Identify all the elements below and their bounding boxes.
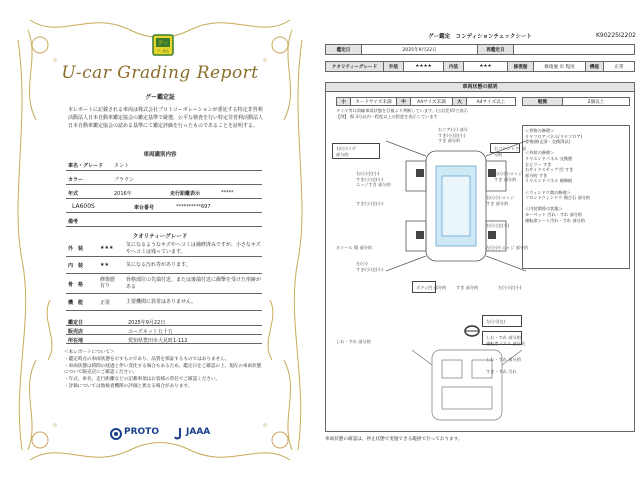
grade-description: 気になるようなキズやヘコミは補修済みですが、小さなキズやヘコミは残っています。: [126, 242, 261, 255]
scale-value: カードサイズ未満: [351, 98, 397, 105]
vehicle-color-row: [66, 171, 262, 185]
exterior-value: ★★★★: [404, 62, 444, 71]
grade-label: 外 装: [68, 246, 84, 252]
scale-key: 大: [453, 98, 467, 105]
footer-logos: [110, 426, 230, 442]
grade-stars: ★★: [100, 262, 109, 268]
note-line: ・鑑定時点の車両状態を示すものであり、品質を保証するものではありません。: [64, 356, 230, 362]
diagram-title: 車両状態の説明: [326, 83, 634, 92]
damage-label: 左(小)小エッジ 部分的: [486, 245, 529, 250]
scale-row: [336, 97, 516, 106]
date-label: 鑑定日: [326, 45, 362, 54]
function-label: 機能: [586, 62, 604, 71]
scale-extra-value: 2個以上: [587, 99, 605, 105]
condition-check-sheet: [320, 0, 640, 480]
repair-note-line: フロントウィンドウ 飛び石 部分的: [525, 195, 591, 201]
grade-row-function: [66, 294, 262, 311]
info-label: 販売店: [68, 329, 84, 335]
damage-label: 左(小) すき(小)全(小): [356, 261, 384, 272]
damage-label: しわ・すれ 部分的: [486, 357, 521, 362]
info-value: 愛知県豊田市大見町1-112: [128, 338, 188, 344]
vehicle-model-row: [66, 199, 262, 213]
certificate-title: U-car Grading Report: [61, 63, 259, 83]
vehicle-model-value: LA600S: [72, 203, 95, 210]
repair-notes-box: [522, 125, 630, 269]
grade-stars: 正常: [100, 300, 111, 306]
vehicle-note-label: 備考: [68, 219, 79, 225]
grade-stars: 修復歴 有り: [100, 277, 121, 289]
sheet-code: K90225I2202: [595, 32, 636, 39]
repair-note-line: ＜骨格の修理＞: [525, 128, 555, 133]
vehicle-mileage-value: *****: [221, 190, 234, 196]
damage-label: すき 部分的: [456, 285, 479, 290]
repair-label: 修復歴: [508, 62, 534, 71]
repair-note-line: 運転席シート汚れ・すれ 部分的: [525, 217, 585, 223]
goo-kantei-logo: [152, 34, 174, 56]
scale-key: 小: [337, 98, 351, 105]
svg-text:グー: グー: [157, 41, 169, 47]
note-line: ・年式、車名、走行距離などの記載事項はお客様の責任でご確認ください。: [64, 377, 221, 383]
vehicle-color-label: カラー: [68, 177, 84, 183]
scale-value: A4サイズ以上: [476, 99, 506, 105]
bottom-note: 車両状態の確認は、停止状態で実施できる範囲で行っております。: [325, 437, 463, 442]
steering-wheel-icon: [464, 325, 480, 337]
repair-note-line: 骨格(修正済・交換済以): [525, 139, 571, 145]
damage-label: すき・すれ 汚れ: [486, 369, 517, 374]
damage-label: しわ・すれ 部分的 運転席パネル 部分的: [486, 335, 526, 346]
vehicle-name-label: 車名・グレード: [68, 163, 104, 169]
grade-description: 骨格部位の先端付近、または後端付近に衝撃を受けた形跡がある: [126, 277, 262, 290]
scale-value: A4サイズ未満: [411, 98, 453, 105]
damage-label: ボディ凹 部分的: [416, 285, 447, 290]
exterior-label: 外装: [384, 62, 404, 71]
repair-note-line: ＜内装関係の状態＞: [525, 206, 563, 212]
damage-label: 右(小)コゲ 部分的: [336, 146, 357, 157]
damage-label: 右(小)全(小): [486, 223, 510, 228]
legend-line: 【例】 傷 3分以内一程度以上の程度を表示しています: [336, 114, 438, 119]
grade-description: 気になる汚れ等があります。: [126, 262, 191, 268]
function-value: 正常: [614, 64, 624, 70]
part-box: [482, 331, 522, 345]
repair-value: 修復歴 有 程度: [534, 62, 586, 71]
scale-extra-row: [522, 97, 630, 106]
vehicle-name-row: [66, 157, 262, 171]
quality-label: クオリティーグレード: [326, 62, 384, 71]
vehicle-chassis-label: 車台番号: [134, 205, 155, 211]
certificate-intro: 本レポートに記載される車両は株式会社プロトコーポレーションが委託する特定非営利活動法人日本自動車鑑定協会の鑑定基準で厳選、公平な検査を行い特定非営利活動法人日本自動車鑑定協会の認める基準にて鑑定評価を行ったものであることを証明する。: [68, 107, 264, 129]
grade-row-exterior: [66, 240, 262, 257]
vehicle-diagram-frame: [325, 82, 635, 432]
info-value: ユーズネット五十五: [128, 329, 173, 335]
part-box: [490, 143, 520, 153]
grade-stars: ★★★: [100, 245, 114, 251]
repair-note-line: 左ピラー すき: [525, 161, 552, 167]
grade-label: 機 能: [68, 300, 84, 306]
reappraisal-label: 再鑑定日: [478, 45, 514, 54]
repair-note-line: 部分的 すき: [525, 172, 548, 178]
proto-logo-text: PROTO: [124, 427, 159, 437]
damage-label: すき(小)全(小): [356, 201, 384, 206]
damage-label: 右(小)小エッジ すき 部分的: [486, 195, 515, 206]
info-value: 2025年9月22日: [128, 320, 166, 326]
damage-label: 右フロント 凹 部分的: [494, 146, 526, 157]
date-value: 2025年9月22日: [362, 45, 478, 54]
proto-logo-icon: [110, 428, 122, 440]
interior-label: 内装: [444, 62, 464, 71]
vehicle-name-value: タント: [114, 163, 130, 169]
damage-label: 左(小)全(小): [498, 285, 522, 290]
grade-row-interior: [66, 257, 262, 274]
damage-label: 右(小)小エッジ すき 部分的: [494, 171, 523, 182]
repair-note-line: リヤフロアパネル(リヤフロア): [525, 133, 583, 139]
scale-extra-key: 軽微: [523, 98, 563, 105]
repair-note-line: リヤエンドパネル 補修痕: [525, 178, 573, 184]
info-row-date: [66, 317, 262, 326]
certificate-subtitle: グー鑑定証: [144, 94, 175, 101]
logo-text: グー鑑定: [156, 49, 170, 53]
repair-note-line: ＜外装の修理＞: [525, 150, 555, 156]
vehicle-year-value: 2016年: [114, 191, 132, 197]
note-line: ＜本レポートについて＞: [64, 350, 115, 355]
part-box: [332, 143, 380, 159]
repair-note-line: カーペット 汚れ・すれ 部分的: [525, 211, 583, 217]
vehicle-mileage-label: 走行距離表示: [170, 191, 201, 197]
vehicle-chassis-value: **********697: [176, 204, 211, 210]
legend-line: タイヤ等は前輪車両状態を目視より判断しています。(公)(差)印で表示: [336, 108, 468, 113]
vehicle-color-value: ブラウン: [114, 177, 135, 183]
jaaa-logo-text: JAAA: [186, 427, 211, 437]
info-row-dealer: [66, 326, 262, 335]
damage-label: 左(小)(交): [486, 319, 506, 324]
report-notes: [64, 350, 264, 391]
info-label: 鑑定日: [68, 320, 84, 326]
damage-label: 右リア(小) 部分 すき(小)全(小) すき 部分的: [438, 127, 468, 144]
vehicle-year-label: 年式: [68, 191, 79, 197]
scale-key: 中: [397, 98, 411, 105]
date-row: [325, 44, 635, 55]
repair-note-line: リヤエンドパネル 交換歴: [525, 155, 573, 161]
damage-label: しわ・すれ 部分的: [336, 339, 371, 344]
info-label: 所在地: [68, 338, 84, 344]
quality-grade-title: クオリティーグレード: [132, 234, 188, 240]
repair-note-line: ＜ウィンドウ関の修理＞: [525, 189, 571, 195]
grade-label: 骨 格: [68, 282, 84, 288]
damage-label: ホイール 傷 部分的: [336, 245, 373, 250]
jaaa-logo-icon: [174, 428, 184, 440]
repair-note-line: 右サイドステップ 凹 すき: [525, 167, 574, 173]
vehicle-year-row: [66, 185, 262, 199]
part-box: [482, 315, 522, 327]
damage-label: 右(小)全(小) すき(小)全(小) エッジすき 部分的: [356, 171, 391, 188]
grade-description: 主要機関に異常はありません。: [126, 299, 197, 305]
note-line: ・評価については他検査機関の評価と異なる場合があります。: [64, 383, 193, 389]
reappraisal-value: [514, 45, 634, 54]
part-box: [412, 281, 436, 293]
info-row-address: [66, 335, 262, 344]
interior-value: ★★★: [464, 62, 508, 71]
grade-label: 内 装: [68, 263, 84, 269]
grade-row-frame: [66, 274, 262, 294]
vehicle-note-row: [66, 213, 262, 227]
note-line: ・車両状態は時間の経過と伴い変化する場合もあるため、鑑定日をご確認の上、現在の車両状態について販売店にご確認ください。: [64, 363, 262, 376]
vehicle-section-title: 車両識別内容: [143, 152, 177, 158]
quality-grade-row: [325, 61, 635, 72]
sheet-title: グー鑑定 コンディションチェックシート: [428, 34, 532, 40]
